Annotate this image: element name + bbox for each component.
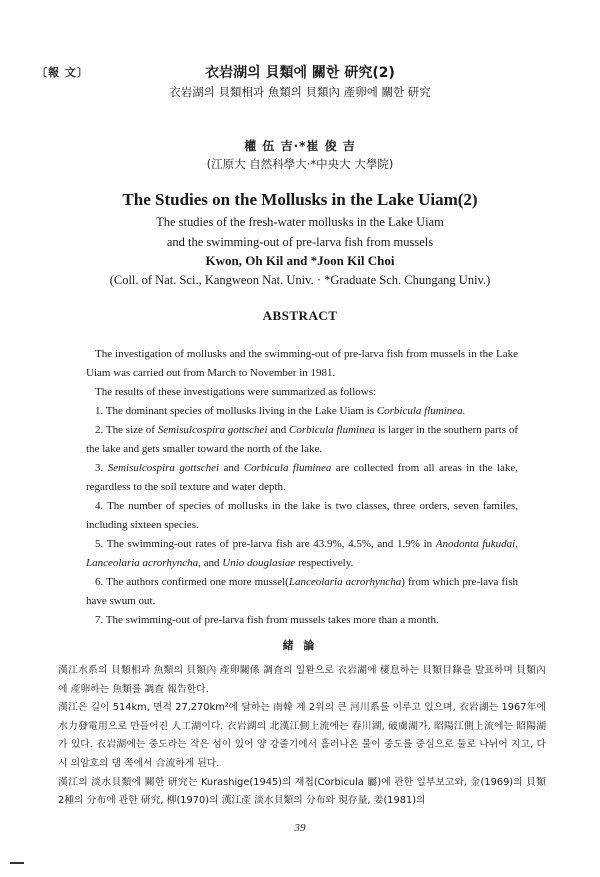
abstract-item-6 <box>86 573 518 611</box>
abstract-paragraph: The results of these investigations were summarized as follows: <box>95 386 377 398</box>
species-name: Semisulcospira gottschei <box>157 424 268 436</box>
abstract-paragraph: The investigation of mollusks and the swimming-out of pre-larva fish from mussels in the Lake Uiam was carried out from March to November in 1981. <box>86 348 518 379</box>
text-span: and <box>267 424 290 436</box>
species-name: Corbicula fluminea <box>243 462 332 474</box>
text-span: is larger in the southern parts of the lake and gets smaller toward the north of the lake. <box>86 424 518 455</box>
page-number: 39 <box>294 822 306 834</box>
introduction-heading: 緒 論 <box>282 639 318 652</box>
english-title: The Studies on the Mollusks in the Lake Uiam(2) <box>122 190 478 209</box>
english-subtitle-line-2: and the swimming-out of pre-larva fish from mussels <box>166 235 434 249</box>
korean-subtitle: 衣岩湖의 貝類相과 魚類의 貝類內 產卵에 關한 研究 <box>169 85 431 99</box>
abstract-body <box>86 345 518 630</box>
abstract-item-2 <box>86 421 518 459</box>
introduction-body <box>58 662 546 811</box>
text-span: and <box>219 462 244 474</box>
species-name: Lanceolaria acrorhyncha <box>288 576 402 588</box>
korean-authors: 權 伍 吉·*崔 俊 吉 <box>244 139 356 153</box>
text-span: , and <box>198 557 223 569</box>
english-subtitle-line-1: The studies of the fresh-water mollusks in the Lake Uiam <box>156 215 444 229</box>
introduction-paragraph: 漢江의 淡水貝類에 關한 研究는 Kurashige(1945)의 재첩(Corbicula 屬)에 관한 일부보고와, 金(1969)의 貝類 2種의 分布에 관한 研究, 柳(1970)의 漢江產 淡水貝類의 分布와 現存量, 姜(1981)의 <box>58 776 546 807</box>
text-span: are collected from all areas in the lake, regardless to the soil texture and water depth. <box>86 462 519 493</box>
species-name: Corbicula fluminea <box>289 424 375 436</box>
abstract-heading: ABSTRACT <box>262 308 338 323</box>
english-authors: Kwon, Oh Kil and *Joon Kil Choi <box>205 253 395 268</box>
species-name: Semisulcospira gottschei <box>107 462 220 474</box>
abstract-item-5 <box>86 535 518 573</box>
species-name: Anodonta fukudai <box>435 538 516 550</box>
article-type-tag: 〔報 文〕 <box>36 66 89 79</box>
english-affiliation: (Coll. of Nat. Sci., Kangweon Nat. Univ. · *Graduate Sch. Chungang Univ.) <box>109 273 491 287</box>
margin-mark <box>10 862 24 864</box>
abstract-item-4: 4. The number of species of mollusks in the lake is two classes, three orders, seven familes, including sixteen species. <box>86 500 518 531</box>
species-name: Corbicula fluminea. <box>376 405 466 417</box>
abstract-item-1 <box>86 402 518 421</box>
text-span: 6. The authors confirmed one more mussel( <box>95 576 289 588</box>
text-span: respectively. <box>295 557 354 569</box>
species-name: Lanceolaria acrorhyncha <box>86 557 199 569</box>
text-span: ) from which pre-lava fish have swum out. <box>86 576 518 607</box>
abstract-item-7: 7. The swimming-out of pre-larva fish from mussels takes more than a month. <box>95 614 439 626</box>
text-span: 1. The dominant species of mollusks living in the Lake Uiam is <box>95 405 377 417</box>
korean-affiliation: (江原大 自然科學大·*中央大 大學院) <box>206 157 394 171</box>
korean-title: 衣岩湖의 貝類에 關한 研究(2) <box>205 65 395 81</box>
introduction-paragraph: 漢江水系의 貝類相과 魚類의 貝類內 產卵關係 調査의 일환으로 衣岩湖에 棲息하는 貝類目錄을 발표하며 貝類內에 產卵하는 魚類를 調査 報告한다. <box>58 665 546 695</box>
text-span: 3. <box>95 462 108 474</box>
text-span: 2. The size of <box>95 424 158 436</box>
abstract-item-3 <box>86 459 518 497</box>
species-name: Unio douglasiae <box>222 557 296 569</box>
text-span: 5. The swimming-out rates of pre-larva fish are 43.9%, 4.5%, and 1.9% in <box>95 538 436 550</box>
introduction-paragraph: 漢江은 길이 514km, 면적 27,270km²에 달하는 南韓 제 2위의 큰 河川系를 이루고 있으며, 衣岩湖는 1967年에 水力發電用으로 만들어진 人工湖이다. 衣岩湖의 北漢江側上流에는 春川湖, 破虜湖가, 昭陽江側上流에는 昭陽湖가 있다. 衣岩湖에는 중도라는 작은 섬이 있어 양 강줄기에서 흘러나온 물이 중도를 중심으로 둘로 나뉘어 지고, 다시 의암호의 댐 쪽에서 合流하게 된다. <box>58 702 546 769</box>
text-span: , <box>515 538 518 550</box>
